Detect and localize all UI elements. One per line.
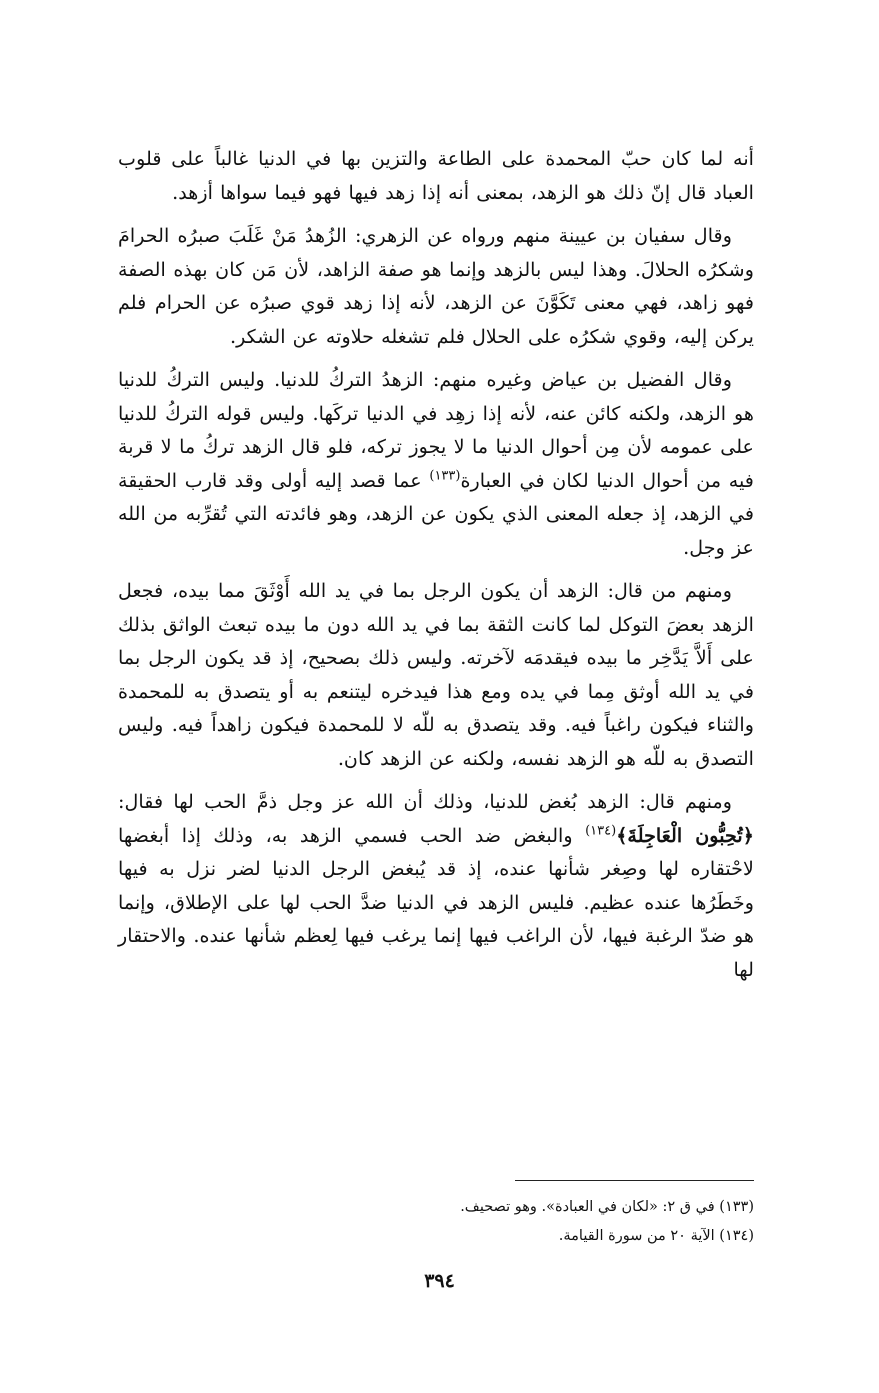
paragraph-5 <box>118 785 754 986</box>
footnote-ref-134[interactable]: (١٣٤) <box>585 823 617 839</box>
paragraph-2-text: وقال سفيان بن عيينة منهم ورواه عن الزهري: الزُهدُ مَنْ غَلَبَ صبرُه الحرامَ وشكرُه الحلالَ. وهذا ليس بالزهد وإنما هو صفة الزاهد، لأن مَن كان بهذه الصفة فهو زاهد، فهي معنى تَكَوَّنَ عن الزهد، لأنه إذا زهد قوي صبرُه عن الحرام فلم يركن إليه، وقوي شكرُه على الحلال فلم تشغله حلاوته عن الشكر. <box>118 224 754 348</box>
paragraph-4-text: ومنهم من قال: الزهد أن يكون الرجل بما في يد الله أَوْثَقَ مما بيده، فجعل الزهد بعضَ التوكل لما كانت الثقة بما في يد الله دون ما بيده تبعث الواثق بذلك على أَلاَّ يَدَّخِر ما بيده فيقدمَه لآخرته. وليس ذلك بصحيح، إذ قد يكون الرجل بما في يد الله أوثق مِما في يده ومع هذا فيدخره ليتنعم به أو يتصدق به للمحمدة والثناء فيكون راغباً فيه. وقد يتصدق به للّه لا للمحمدة فيكون زاهداً فيه. وليس التصدق به للّه هو الزهد نفسه، ولكنه عن الزهد كان. <box>118 579 754 770</box>
paragraph-3 <box>118 363 754 564</box>
footnotes <box>118 1193 754 1251</box>
paragraph-5-text-after: والبغض ضد الحب فسمي الزهد به، وذلك إذا أبغضها لاحْتقاره لها وصِغر شأنها عنده، إذ قد يُبغض الرجل الدنيا لضر نزل به فيها وخَطَرُها عنده عظيم. فليس الزهد في الدنيا ضدَّ الحب لها على الإطلاق، وإنما هو ضدّ الرغبة فيها، لأن الراغب فيها إنما يرغب فيها لِعظم شأنها عنده. والاحتقار لها <box>118 823 754 981</box>
paragraph-2 <box>118 219 754 353</box>
paragraph-1-text: أنه لما كان حبّ المحمدة على الطاعة والتزين بها في الدنيا غالباً على قلوب العباد قال إنّ ذلك هو الزهد، بمعنى أنه إذا زهد فيها فهو فيما سواها أزهد. <box>118 147 754 204</box>
page-number: ٣٩٤ <box>424 1270 455 1292</box>
footnote-divider <box>515 1180 754 1181</box>
footnote-133: (١٣٣) في ق ٢: «لكان في العبادة». وهو تصحيف. <box>460 1199 754 1215</box>
paragraph-4 <box>118 574 754 775</box>
paragraph-3-text: وقال الفضيل بن عياض وغيره منهم: الزهدُ التركُ للدنيا. وليس التركُ للدنيا هو الزهد، ولكنه كائن عنه، لأنه إذا زهِد في الدنيا تركَها. وليس قوله التركُ للدنيا على عمومه لأن مِن أحوال الدنيا ما لا يجوز تركه، فلو قال الزهد تركُ ما لا قربة فيه من أحوال الدنيا لكان في العبارة <box>118 368 754 492</box>
paragraph-3-text-after: عما قصد إليه أولى وقد قارب الحقيقة في الزهد، إذ جعله المعنى الذي يكون عن الزهد، وهو فائدته التي تُقرِّبه من الله عز وجل. <box>118 468 754 559</box>
main-text <box>118 142 754 996</box>
footnote-ref-133[interactable]: (١٣٣) <box>429 468 461 484</box>
paragraph-1 <box>118 142 754 209</box>
paragraph-5-text: ومنهم قال: الزهد بُغض للدنيا، وذلك أن الله عز وجل ذمَّ الحب لها فقال: <box>118 790 732 813</box>
quran-quote: ﴿تُحِبُّون الْعَاجِلَةَ﴾ <box>616 823 754 847</box>
footnote-134: (١٣٤) الآية ٢٠ من سورة القيامة. <box>558 1228 754 1244</box>
